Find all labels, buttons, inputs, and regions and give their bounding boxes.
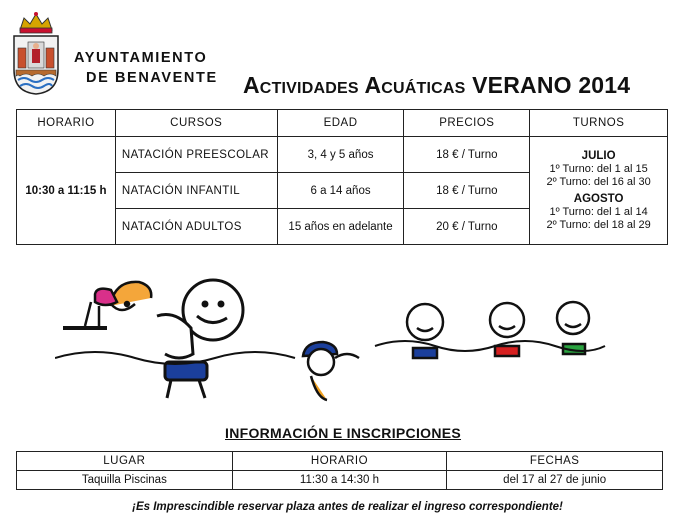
age-cell: 6 a 14 años <box>277 173 404 209</box>
schedule-header-row <box>17 110 668 137</box>
small-swimmer-figure <box>303 342 359 400</box>
col-horario-info: HORARIO <box>232 452 447 471</box>
org-line-1: AYUNTAMIENTO <box>74 50 208 66</box>
month-julio: JULIO <box>581 149 616 162</box>
turnos-cell <box>530 137 668 245</box>
col-precios: PRECIOS <box>404 110 530 137</box>
table-row <box>17 137 668 173</box>
town-crest-logo <box>10 8 62 96</box>
info-section-title: INFORMACIÓN E INSCRIPCIONES <box>225 425 462 441</box>
footer-note: ¡Es Imprescindible reservar plaza antes de realizar el ingreso correspondiente! <box>132 501 563 513</box>
page-title <box>243 72 630 99</box>
title-activities: Actividades Acuáticas <box>243 72 466 98</box>
registration-table <box>16 451 663 490</box>
organization-name <box>74 48 218 88</box>
col-turnos: TURNOS <box>530 110 668 137</box>
course-cell: NATACIÓN ADULTOS <box>115 209 277 245</box>
col-cursos: CURSOS <box>115 110 277 137</box>
lugar-cell: Taquilla Piscinas <box>17 471 233 490</box>
turno-agosto-1: 1º Turno: del 1 al 14 <box>549 205 648 218</box>
fechas-cell: del 17 al 27 de junio <box>447 471 663 490</box>
col-edad: EDAD <box>277 110 404 137</box>
course-cell: NATACIÓN INFANTIL <box>115 173 277 209</box>
big-swimmer-figure <box>157 280 243 398</box>
price-cell: 18 € / Turno <box>404 137 530 173</box>
turno-julio-1: 1º Turno: del 1 al 15 <box>549 162 648 175</box>
turno-agosto-2: 2º Turno: del 18 al 29 <box>546 218 651 231</box>
table-row <box>17 471 663 490</box>
horario-info-cell: 11:30 a 14:30 h <box>232 471 447 490</box>
title-summer: VERANO 2014 <box>472 72 631 98</box>
price-cell: 18 € / Turno <box>404 173 530 209</box>
age-cell: 3, 4 y 5 años <box>277 137 404 173</box>
turno-julio-2: 2º Turno: del 16 al 30 <box>546 175 651 188</box>
col-lugar: LUGAR <box>17 452 233 471</box>
col-horario: HORARIO <box>17 110 116 137</box>
schedule-table <box>16 109 668 245</box>
col-fechas: FECHAS <box>447 452 663 471</box>
price-cell: 20 € / Turno <box>404 209 530 245</box>
diver-figure <box>63 282 151 328</box>
swimmers-illustration <box>55 258 615 408</box>
horario-cell: 10:30 a 11:15 h <box>17 137 116 245</box>
three-children-figures <box>375 302 605 358</box>
org-line-2: DE BENAVENTE <box>86 70 218 86</box>
course-cell: NATACIÓN PREESCOLAR <box>115 137 277 173</box>
month-agosto: AGOSTO <box>573 192 624 205</box>
age-cell: 15 años en adelante <box>277 209 404 245</box>
registration-header-row <box>17 452 663 471</box>
